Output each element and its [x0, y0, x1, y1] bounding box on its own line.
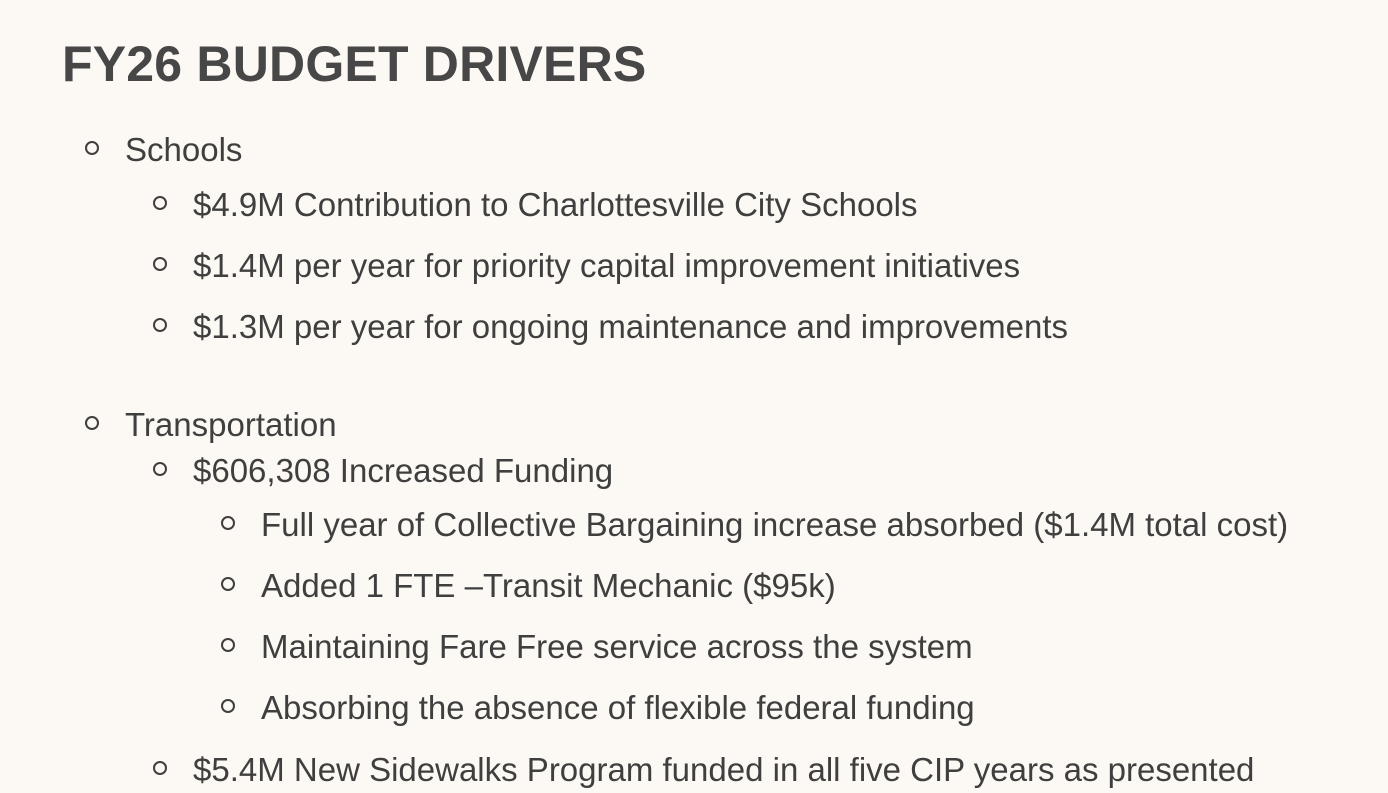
outline-item-text: Maintaining Fare Free service across the system: [261, 628, 973, 665]
outline-item: [0, 688, 1388, 728]
outline-item-transportation: [0, 405, 1388, 445]
outline-item-text: $606,308 Increased Funding: [193, 452, 614, 489]
outline-item-text: Full year of Collective Bargaining increase absorbed ($1.4M total cost): [261, 506, 1289, 543]
bullet-circle-icon: [153, 196, 167, 210]
bullet-circle-icon: [221, 577, 235, 591]
bullet-circle-icon: [153, 462, 167, 476]
outline-item-text: $1.3M per year for ongoing maintenance and improvements: [193, 308, 1068, 345]
outline-item-schools: [0, 130, 1388, 170]
outline-item-text: Absorbing the absence of flexible federal funding: [261, 689, 975, 726]
bullet-circle-icon: [85, 141, 99, 155]
outline-item: [0, 185, 1388, 225]
bullet-circle-icon: [221, 516, 235, 530]
bullet-circle-icon: [153, 257, 167, 271]
outline-item-text: $5.4M New Sidewalks Program funded in all five CIP years as presented: [193, 751, 1255, 788]
bullet-circle-icon: [153, 318, 167, 332]
outline-item: [0, 566, 1388, 606]
bullet-circle-icon: [153, 761, 167, 775]
bullet-circle-icon: [85, 416, 99, 430]
outline-item: [0, 451, 1388, 491]
outline-item: [0, 505, 1388, 545]
bullet-circle-icon: [221, 699, 235, 713]
bullet-circle-icon: [221, 638, 235, 652]
outline-item: [0, 246, 1388, 286]
outline-item: [0, 750, 1388, 790]
outline-item: [0, 627, 1388, 667]
slide-title: FY26 BUDGET DRIVERS: [62, 36, 647, 92]
outline-item-text: Schools: [125, 131, 243, 168]
outline-item-text: $4.9M Contribution to Charlottesville City Schools: [193, 186, 918, 223]
outline-item-text: Transportation: [125, 406, 337, 443]
outline-item-text: Added 1 FTE –Transit Mechanic ($95k): [261, 567, 836, 604]
outline-item: [0, 307, 1388, 347]
outline-item-text: $1.4M per year for priority capital improvement initiatives: [193, 247, 1021, 284]
